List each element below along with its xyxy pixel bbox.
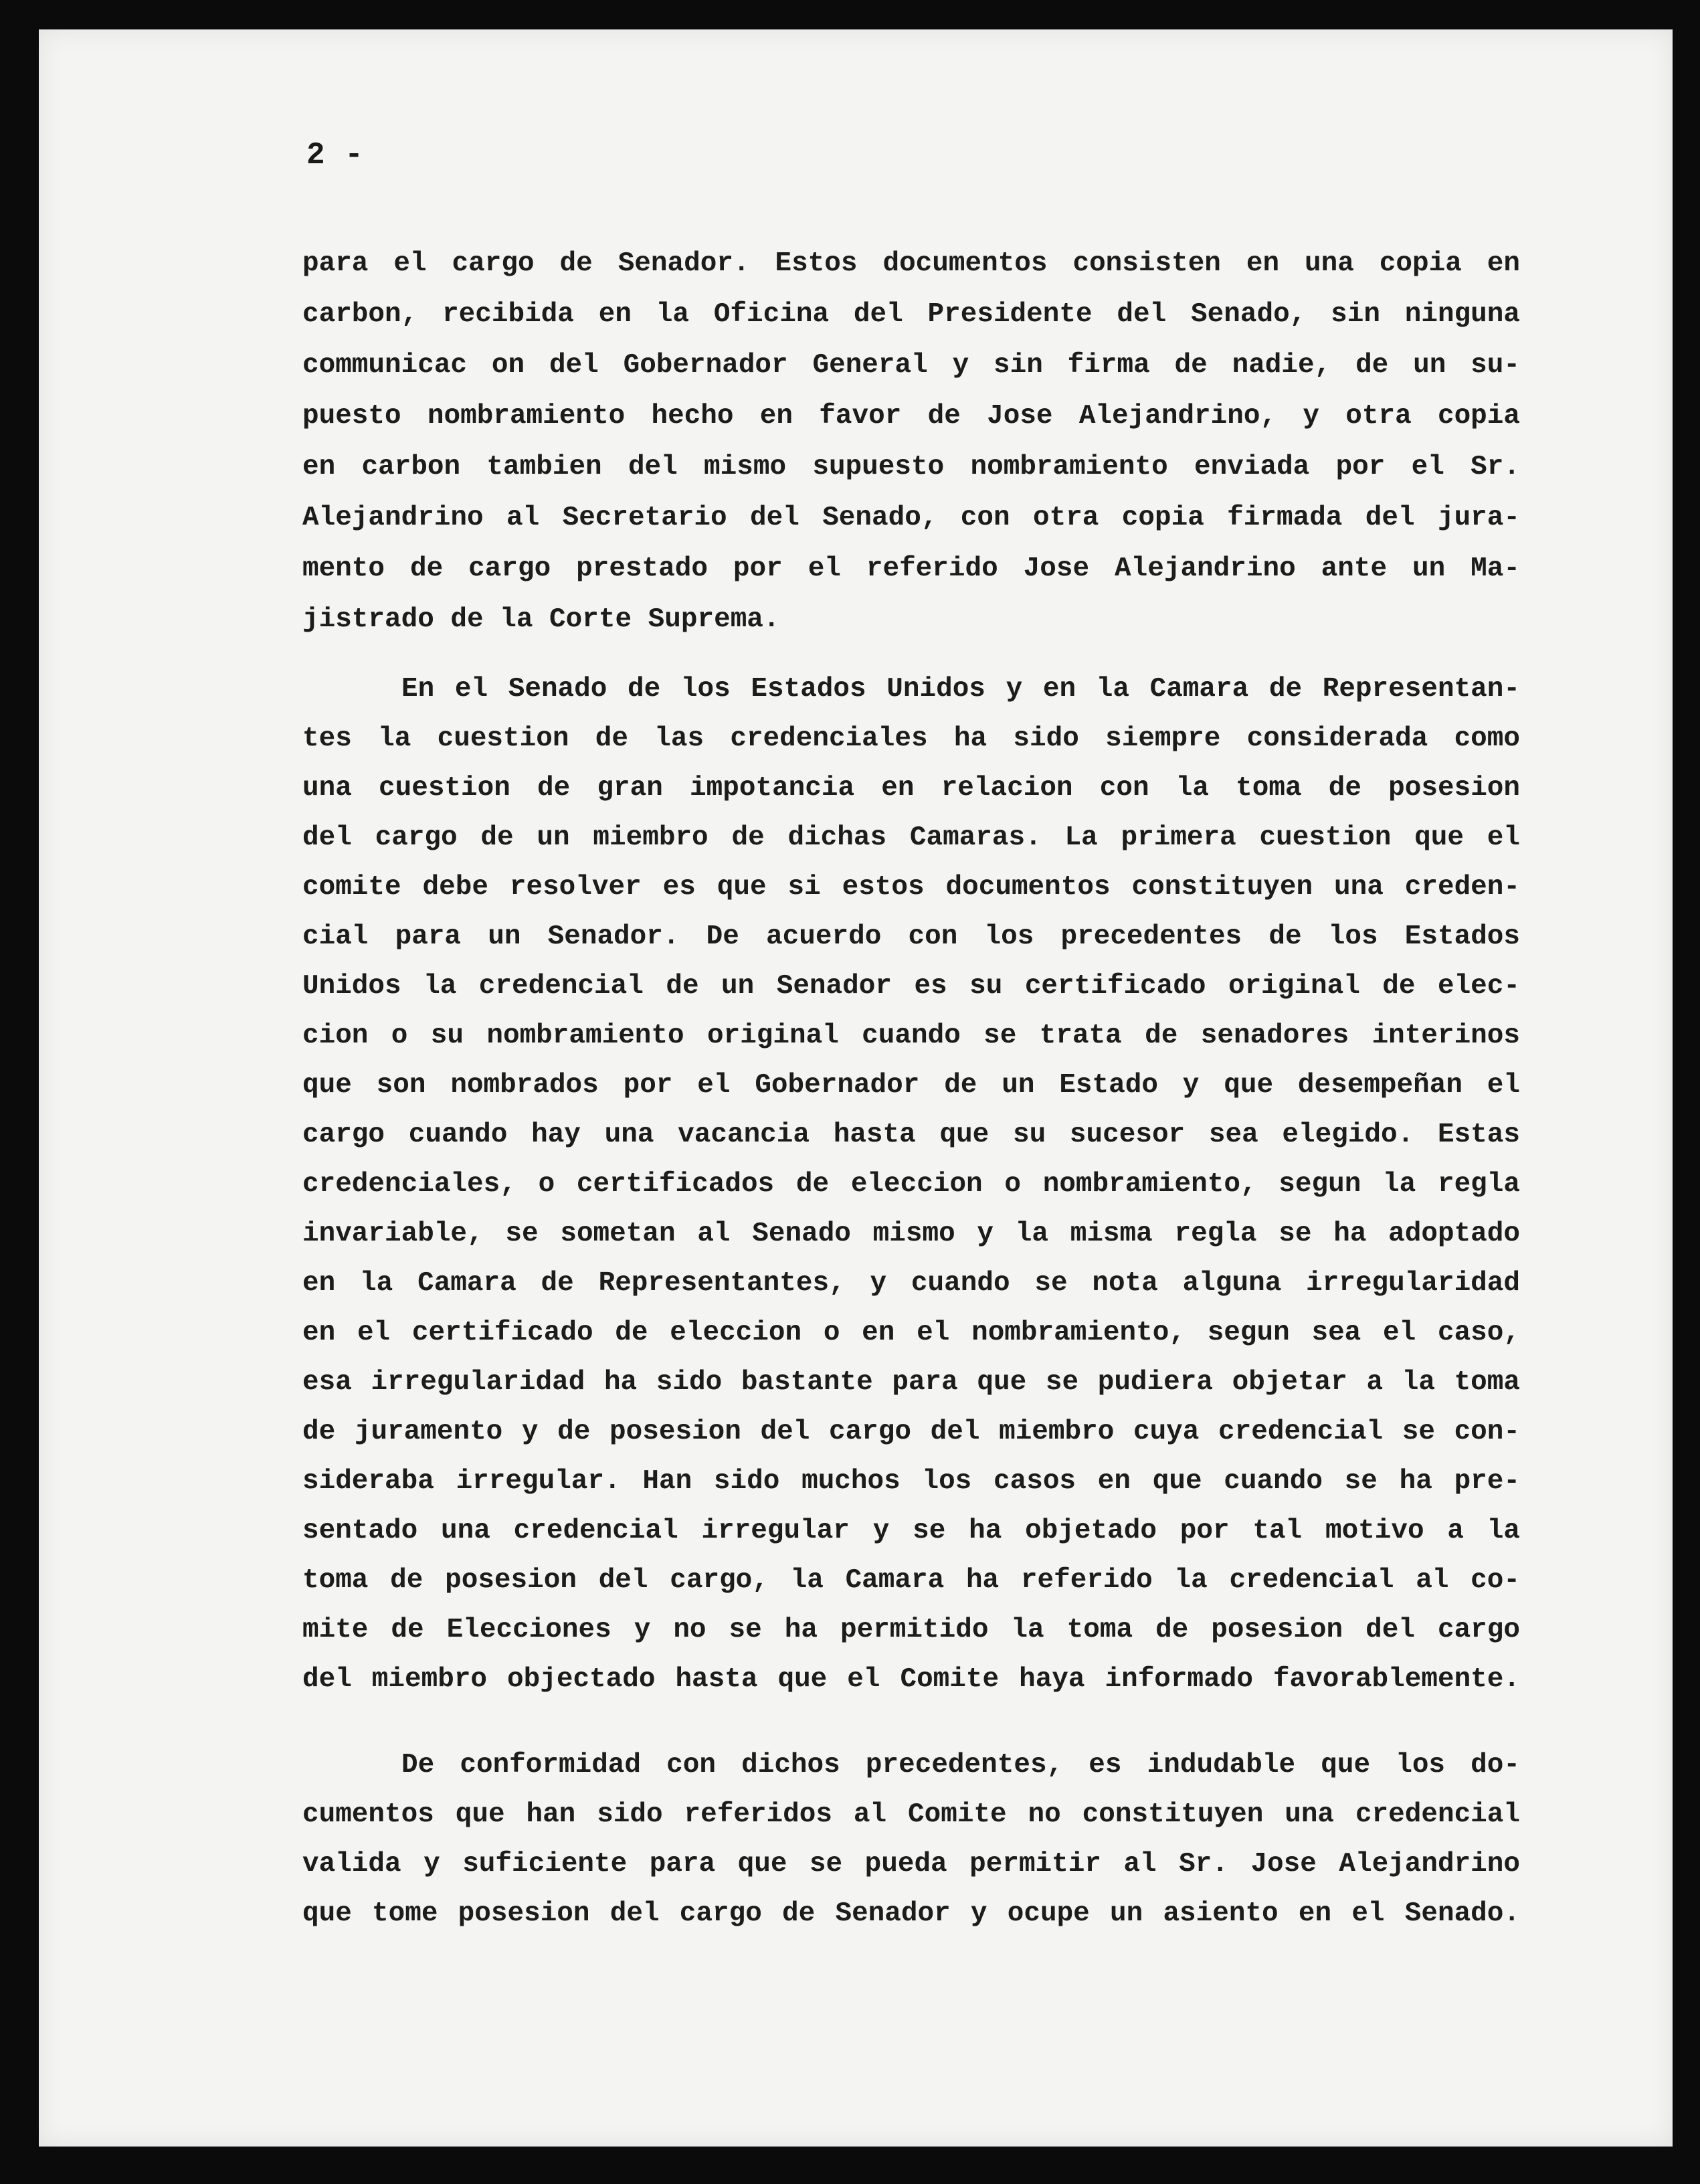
paragraph-2-line-6: cial para un Senador. De acuerdo con los precedentes de los Estados — [302, 921, 1520, 952]
paragraph-1-line-1: para el cargo de Senador. Estos documentos consisten en una copia en — [302, 248, 1520, 279]
paragraph-2-line-14: en el certificado de eleccion o en el nombramiento, segun sea el caso, — [302, 1317, 1520, 1348]
paragraph-1-line-3: communicac on del Gobernador General y sin firma de nadie, de un su- — [302, 350, 1520, 381]
paragraph-2-line-3: una cuestion de gran impotancia en relacion con la toma de posesion — [302, 773, 1520, 804]
paragraph-2-line-18: sentado una credencial irregular y se ha objetado por tal motivo a la — [302, 1516, 1520, 1546]
paragraph-3-line-4: que tome posesion del cargo de Senador y ocupe un asiento en el Senado. — [302, 1898, 1520, 1929]
paragraph-1-line-8: jistrado de la Corte Suprema. — [302, 604, 780, 635]
paragraph-2-line-7: Unidos la credencial de un Senador es su certificado original de elec- — [302, 971, 1520, 1002]
paragraph-2-line-13: en la Camara de Representantes, y cuando se nota alguna irregularidad — [302, 1268, 1520, 1299]
paragraph-1-line-6: Alejandrino al Secretario del Senado, con otra copia firmada del jura- — [302, 503, 1520, 533]
paragraph-2-line-1: En el Senado de los Estados Unidos y en la Camara de Representan- — [401, 674, 1520, 705]
paragraph-1-line-7: mento de cargo prestado por el referido Jose Alejandrino ante un Ma- — [302, 553, 1520, 584]
paragraph-2-line-12: invariable, se sometan al Senado mismo y la misma regla se ha adoptado — [302, 1218, 1520, 1249]
paragraph-2-line-17: sideraba irregular. Han sido muchos los casos en que cuando se ha pre- — [302, 1466, 1520, 1497]
paragraph-3-line-2: cumentos que han sido referidos al Comite no constituyen una credencial — [302, 1799, 1520, 1830]
paragraph-3-line-1: De conformidad con dichos precedentes, es indudable que los do- — [401, 1750, 1520, 1781]
paragraph-2-line-2: tes la cuestion de las credenciales ha sido siempre considerada como — [302, 723, 1520, 754]
paragraph-2-line-19: toma de posesion del cargo, la Camara ha referido la credencial al co- — [302, 1565, 1520, 1596]
paragraph-2-line-8: cion o su nombramiento original cuando se trata de senadores interinos — [302, 1020, 1520, 1051]
paragraph-2-line-10: cargo cuando hay una vacancia hasta que su sucesor sea elegido. Estas — [302, 1119, 1520, 1150]
paragraph-2-line-11: credenciales, o certificados de eleccion o nombramiento, segun la regla — [302, 1169, 1520, 1200]
paragraph-2-line-5: comite debe resolver es que si estos documentos constituyen una creden- — [302, 872, 1520, 903]
paragraph-1-line-2: carbon, recibida en la Oficina del Presidente del Senado, sin ninguna — [302, 299, 1520, 330]
paragraph-1-line-4: puesto nombramiento hecho en favor de Jose Alejandrino, y otra copia — [302, 401, 1520, 432]
paragraph-2-line-16: de juramento y de posesion del cargo del miembro cuya credencial se con- — [302, 1417, 1520, 1447]
paragraph-2-line-4: del cargo de un miembro de dichas Camaras. La primera cuestion que el — [302, 822, 1520, 853]
page-number: 2 - — [306, 138, 364, 173]
paragraph-2-line-9: que son nombrados por el Gobernador de un Estado y que desempeñan el — [302, 1070, 1520, 1101]
paragraph-1-line-5: en carbon tambien del mismo supuesto nombramiento enviada por el Sr. — [302, 452, 1520, 482]
paragraph-3-line-3: valida y suficiente para que se pueda permitir al Sr. Jose Alejandrino — [302, 1849, 1520, 1880]
paragraph-2-line-21: del miembro objectado hasta que el Comite haya informado favorablemente. — [302, 1664, 1520, 1695]
paragraph-2-line-20: mite de Elecciones y no se ha permitido la toma de posesion del cargo — [302, 1615, 1520, 1645]
paragraph-2-line-15: esa irregularidad ha sido bastante para que se pudiera objetar a la toma — [302, 1367, 1520, 1398]
